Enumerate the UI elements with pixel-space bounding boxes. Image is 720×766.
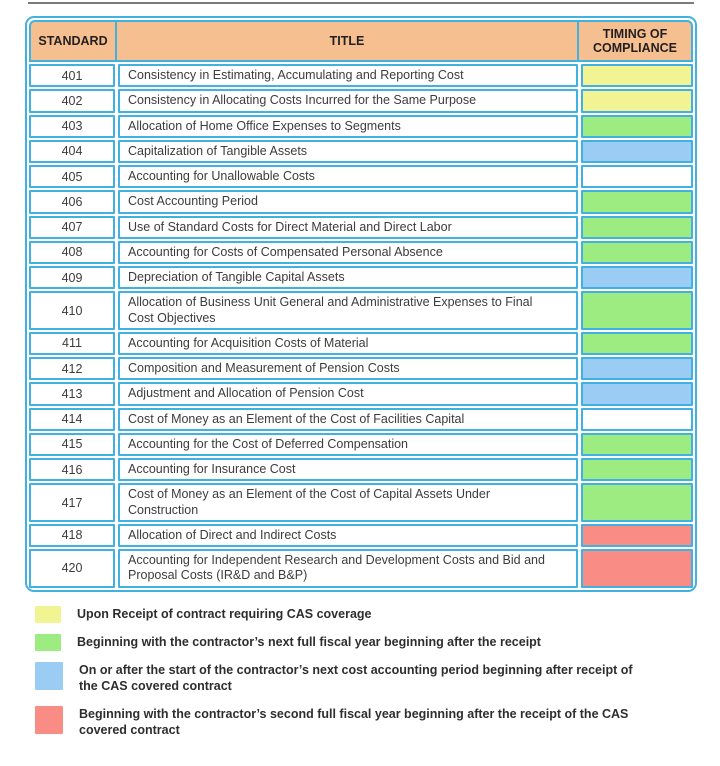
- timing-compliance-cell: [581, 241, 693, 264]
- standard-cell: 415: [29, 433, 115, 456]
- timing-compliance-cell: [581, 483, 693, 522]
- legend-label: Upon Receipt of contract requiring CAS coverage: [77, 607, 372, 621]
- table-row: [29, 291, 693, 330]
- table-header-row: [29, 20, 693, 62]
- legend-label: Beginning with the contractor’s next full fiscal year beginning after the receipt: [77, 635, 541, 649]
- legend-swatch-green: [35, 634, 61, 651]
- standard-cell: 401: [29, 64, 115, 87]
- table-row: [29, 165, 693, 188]
- timing-compliance-cell: [581, 382, 693, 405]
- title-cell: Allocation of Home Office Expenses to Segments: [118, 115, 578, 138]
- timing-compliance-cell: [581, 549, 693, 588]
- legend-swatch-yellow: [35, 606, 61, 623]
- table-row: [29, 115, 693, 138]
- title-cell: Composition and Measurement of Pension Costs: [118, 357, 578, 380]
- timing-compliance-cell: [581, 332, 693, 355]
- title-cell: Accounting for Costs of Compensated Personal Absence: [118, 241, 578, 264]
- standard-cell: 407: [29, 216, 115, 239]
- timing-compliance-cell: [581, 89, 693, 112]
- standard-cell: 409: [29, 266, 115, 289]
- header-title: TITLE: [117, 22, 579, 60]
- title-cell: Adjustment and Allocation of Pension Cost: [118, 382, 578, 405]
- title-cell: Allocation of Business Unit General and Administrative Expenses to Final Cost Objectives: [118, 291, 578, 330]
- timing-compliance-cell: [581, 190, 693, 213]
- standard-cell: 405: [29, 165, 115, 188]
- standard-cell: 410: [29, 291, 115, 330]
- table-row: [29, 549, 693, 588]
- table-row: [29, 89, 693, 112]
- table-row: [29, 433, 693, 456]
- timing-compliance-cell: [581, 458, 693, 481]
- title-cell: Depreciation of Tangible Capital Assets: [118, 266, 578, 289]
- legend-label: Beginning with the contractor’s second full fiscal year beginning after the receipt of the CAS covered contract: [79, 706, 629, 737]
- standard-cell: 402: [29, 89, 115, 112]
- standard-cell: 406: [29, 190, 115, 213]
- table-row: [29, 458, 693, 481]
- legend-item: [35, 662, 685, 695]
- title-cell: Accounting for Independent Research and Development Costs and Bid and Proposal Costs (IR&D and B&P): [118, 549, 578, 588]
- title-cell: Cost of Money as an Element of the Cost of Facilities Capital: [118, 408, 578, 431]
- title-cell: Cost Accounting Period: [118, 190, 578, 213]
- title-cell: Allocation of Direct and Indirect Costs: [118, 524, 578, 547]
- standard-cell: 416: [29, 458, 115, 481]
- table-row: [29, 190, 693, 213]
- standard-cell: 414: [29, 408, 115, 431]
- legend-item: [35, 634, 685, 651]
- standard-cell: 412: [29, 357, 115, 380]
- title-cell: Accounting for Insurance Cost: [118, 458, 578, 481]
- timing-compliance-cell: [581, 140, 693, 163]
- table-row: [29, 64, 693, 87]
- header-timing-of-compliance: TIMING OF COMPLIANCE: [592, 26, 678, 55]
- top-crop-line: [28, 2, 694, 4]
- title-cell: Accounting for Acquisition Costs of Material: [118, 332, 578, 355]
- timing-legend: [35, 606, 685, 738]
- table-row: [29, 216, 693, 239]
- standard-cell: 408: [29, 241, 115, 264]
- title-cell: Consistency in Allocating Costs Incurred for the Same Purpose: [118, 89, 578, 112]
- table-row: [29, 382, 693, 405]
- legend-swatch-blue: [35, 662, 63, 690]
- timing-compliance-cell: [581, 408, 693, 431]
- table-row: [29, 357, 693, 380]
- title-cell: Consistency in Estimating, Accumulating and Reporting Cost: [118, 64, 578, 87]
- title-cell: Use of Standard Costs for Direct Material and Direct Labor: [118, 216, 578, 239]
- timing-compliance-cell: [581, 291, 693, 330]
- standard-cell: 417: [29, 483, 115, 522]
- timing-compliance-cell: [581, 64, 693, 87]
- standard-cell: 404: [29, 140, 115, 163]
- timing-compliance-cell: [581, 115, 693, 138]
- title-cell: Accounting for the Cost of Deferred Compensation: [118, 433, 578, 456]
- legend-swatch-red: [35, 706, 63, 734]
- table-row: [29, 524, 693, 547]
- timing-compliance-cell: [581, 433, 693, 456]
- table-row: [29, 266, 693, 289]
- title-cell: Accounting for Unallowable Costs: [118, 165, 578, 188]
- table-row: [29, 140, 693, 163]
- title-cell: Capitalization of Tangible Assets: [118, 140, 578, 163]
- timing-compliance-cell: [581, 357, 693, 380]
- cas-standards-table: [25, 16, 697, 592]
- table-row: [29, 241, 693, 264]
- legend-item: [35, 606, 685, 623]
- timing-compliance-cell: [581, 165, 693, 188]
- standard-cell: 411: [29, 332, 115, 355]
- table-row: [29, 483, 693, 522]
- timing-compliance-cell: [581, 216, 693, 239]
- standard-cell: 403: [29, 115, 115, 138]
- standard-cell: 418: [29, 524, 115, 547]
- table-row: [29, 408, 693, 431]
- legend-label: On or after the start of the contractor’s next cost accounting period beginning after receipt of the CAS covered contract: [79, 663, 633, 694]
- timing-compliance-cell: [581, 266, 693, 289]
- table-row: [29, 332, 693, 355]
- standard-cell: 420: [29, 549, 115, 588]
- header-standard: STANDARD: [31, 22, 117, 60]
- title-cell: Cost of Money as an Element of the Cost of Capital Assets Under Construction: [118, 483, 578, 522]
- legend-item: [35, 706, 685, 739]
- timing-compliance-cell: [581, 524, 693, 547]
- standard-cell: 413: [29, 382, 115, 405]
